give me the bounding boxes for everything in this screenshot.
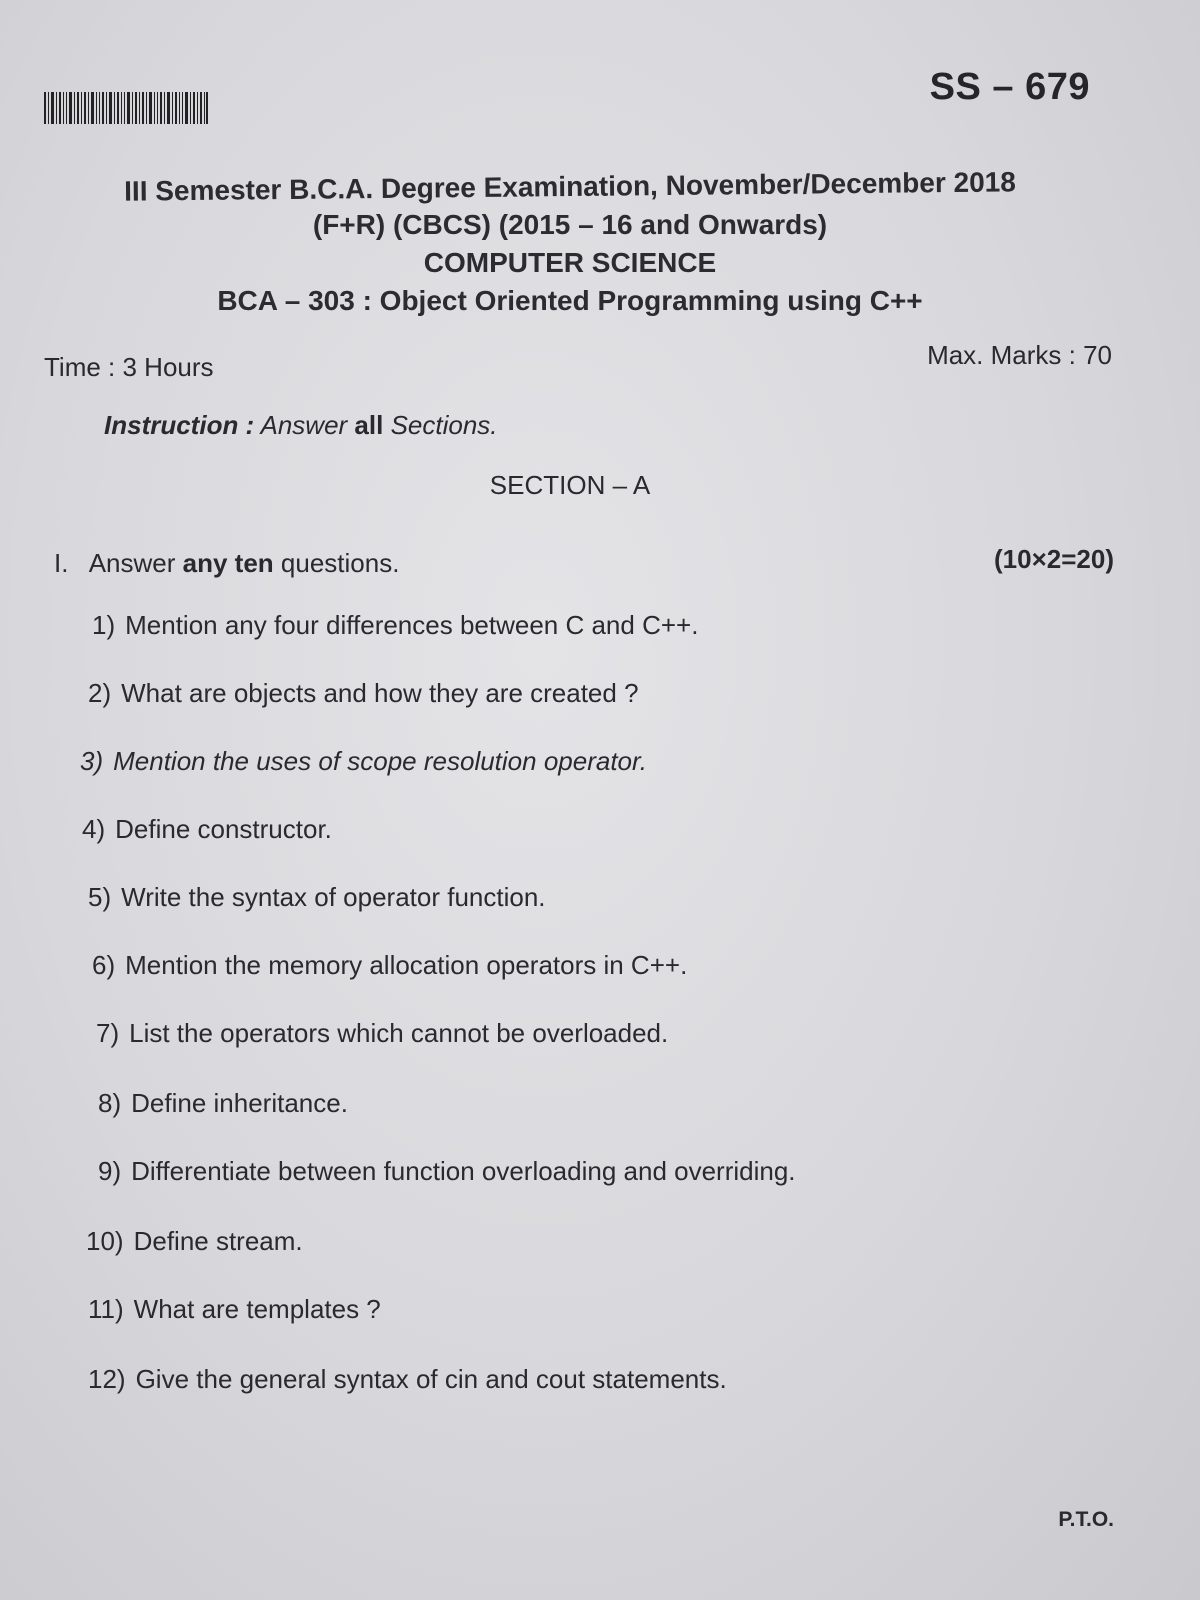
question-number: 12) [88, 1364, 126, 1394]
question-item [98, 1088, 348, 1119]
paper-code: SS – 679 [929, 66, 1090, 108]
section-title: SECTION – A [489, 470, 651, 500]
instruction-text-before: Answer [260, 410, 348, 440]
question-text: What are objects and how they are created ? [121, 678, 639, 708]
question-group-text-before: Answer [88, 548, 176, 578]
question-item [98, 1156, 796, 1187]
question-number: 1) [92, 610, 116, 640]
question-item [92, 610, 698, 641]
course-title: BCA – 303 : Object Oriented Programming using C++ [217, 285, 923, 316]
question-number: 3) [80, 746, 104, 776]
question-number: 7) [96, 1018, 120, 1048]
question-item [86, 1226, 303, 1257]
question-item [92, 950, 687, 981]
question-text: Write the syntax of operator function. [121, 882, 546, 912]
question-group-marks: (10×2=20) [994, 544, 1114, 574]
question-text: Give the general syntax of cin and cout statements. [135, 1364, 727, 1394]
time-label: Time : 3 Hours [44, 352, 214, 382]
question-number: 6) [92, 950, 116, 980]
question-group-number: I. [54, 548, 69, 578]
question-item [82, 814, 332, 845]
question-item [88, 1294, 381, 1325]
question-number: 8) [98, 1088, 122, 1118]
instruction-emphasis: all [354, 410, 384, 440]
max-marks-label: Max. Marks : 70 [927, 340, 1112, 370]
question-text: Mention the memory allocation operators in C++. [125, 950, 688, 980]
question-group-text-after: questions. [280, 548, 400, 578]
question-number: 9) [98, 1156, 122, 1186]
question-text: List the operators which cannot be overloaded. [129, 1018, 669, 1048]
exam-title: III Semester B.C.A. Degree Examination, November/December 2018 [123, 166, 1016, 207]
pto-label: P.T.O. [1058, 1508, 1114, 1531]
barcode-icon [44, 92, 208, 124]
question-group-heading [54, 548, 399, 579]
question-text: Differentiate between function overloading and overriding. [131, 1156, 796, 1186]
instruction-label: Instruction : [104, 410, 255, 440]
exam-scheme: (F+R) (CBCS) (2015 – 16 and Onwards) [312, 209, 828, 240]
question-text: What are templates ? [133, 1294, 381, 1324]
question-item [96, 1018, 668, 1049]
question-text: Define inheritance. [131, 1088, 348, 1118]
question-number: 5) [88, 882, 112, 912]
instruction-text-after: Sections. [390, 410, 498, 440]
question-text: Mention any four differences between C and C++. [125, 610, 699, 640]
instruction [104, 410, 498, 441]
exam-header [0, 168, 1140, 320]
question-item [88, 1364, 727, 1395]
question-text: Mention the uses of scope resolution operator. [113, 746, 647, 776]
question-text: Define constructor. [115, 814, 332, 844]
question-number: 11) [88, 1294, 124, 1324]
question-group-emphasis: any ten [182, 548, 274, 578]
question-item [88, 882, 546, 913]
question-number: 2) [88, 678, 112, 708]
subject-name: COMPUTER SCIENCE [423, 247, 717, 278]
question-item [88, 678, 639, 709]
question-item [80, 746, 647, 777]
question-text: Define stream. [133, 1226, 303, 1256]
question-number: 4) [82, 814, 106, 844]
question-number: 10) [86, 1226, 124, 1256]
